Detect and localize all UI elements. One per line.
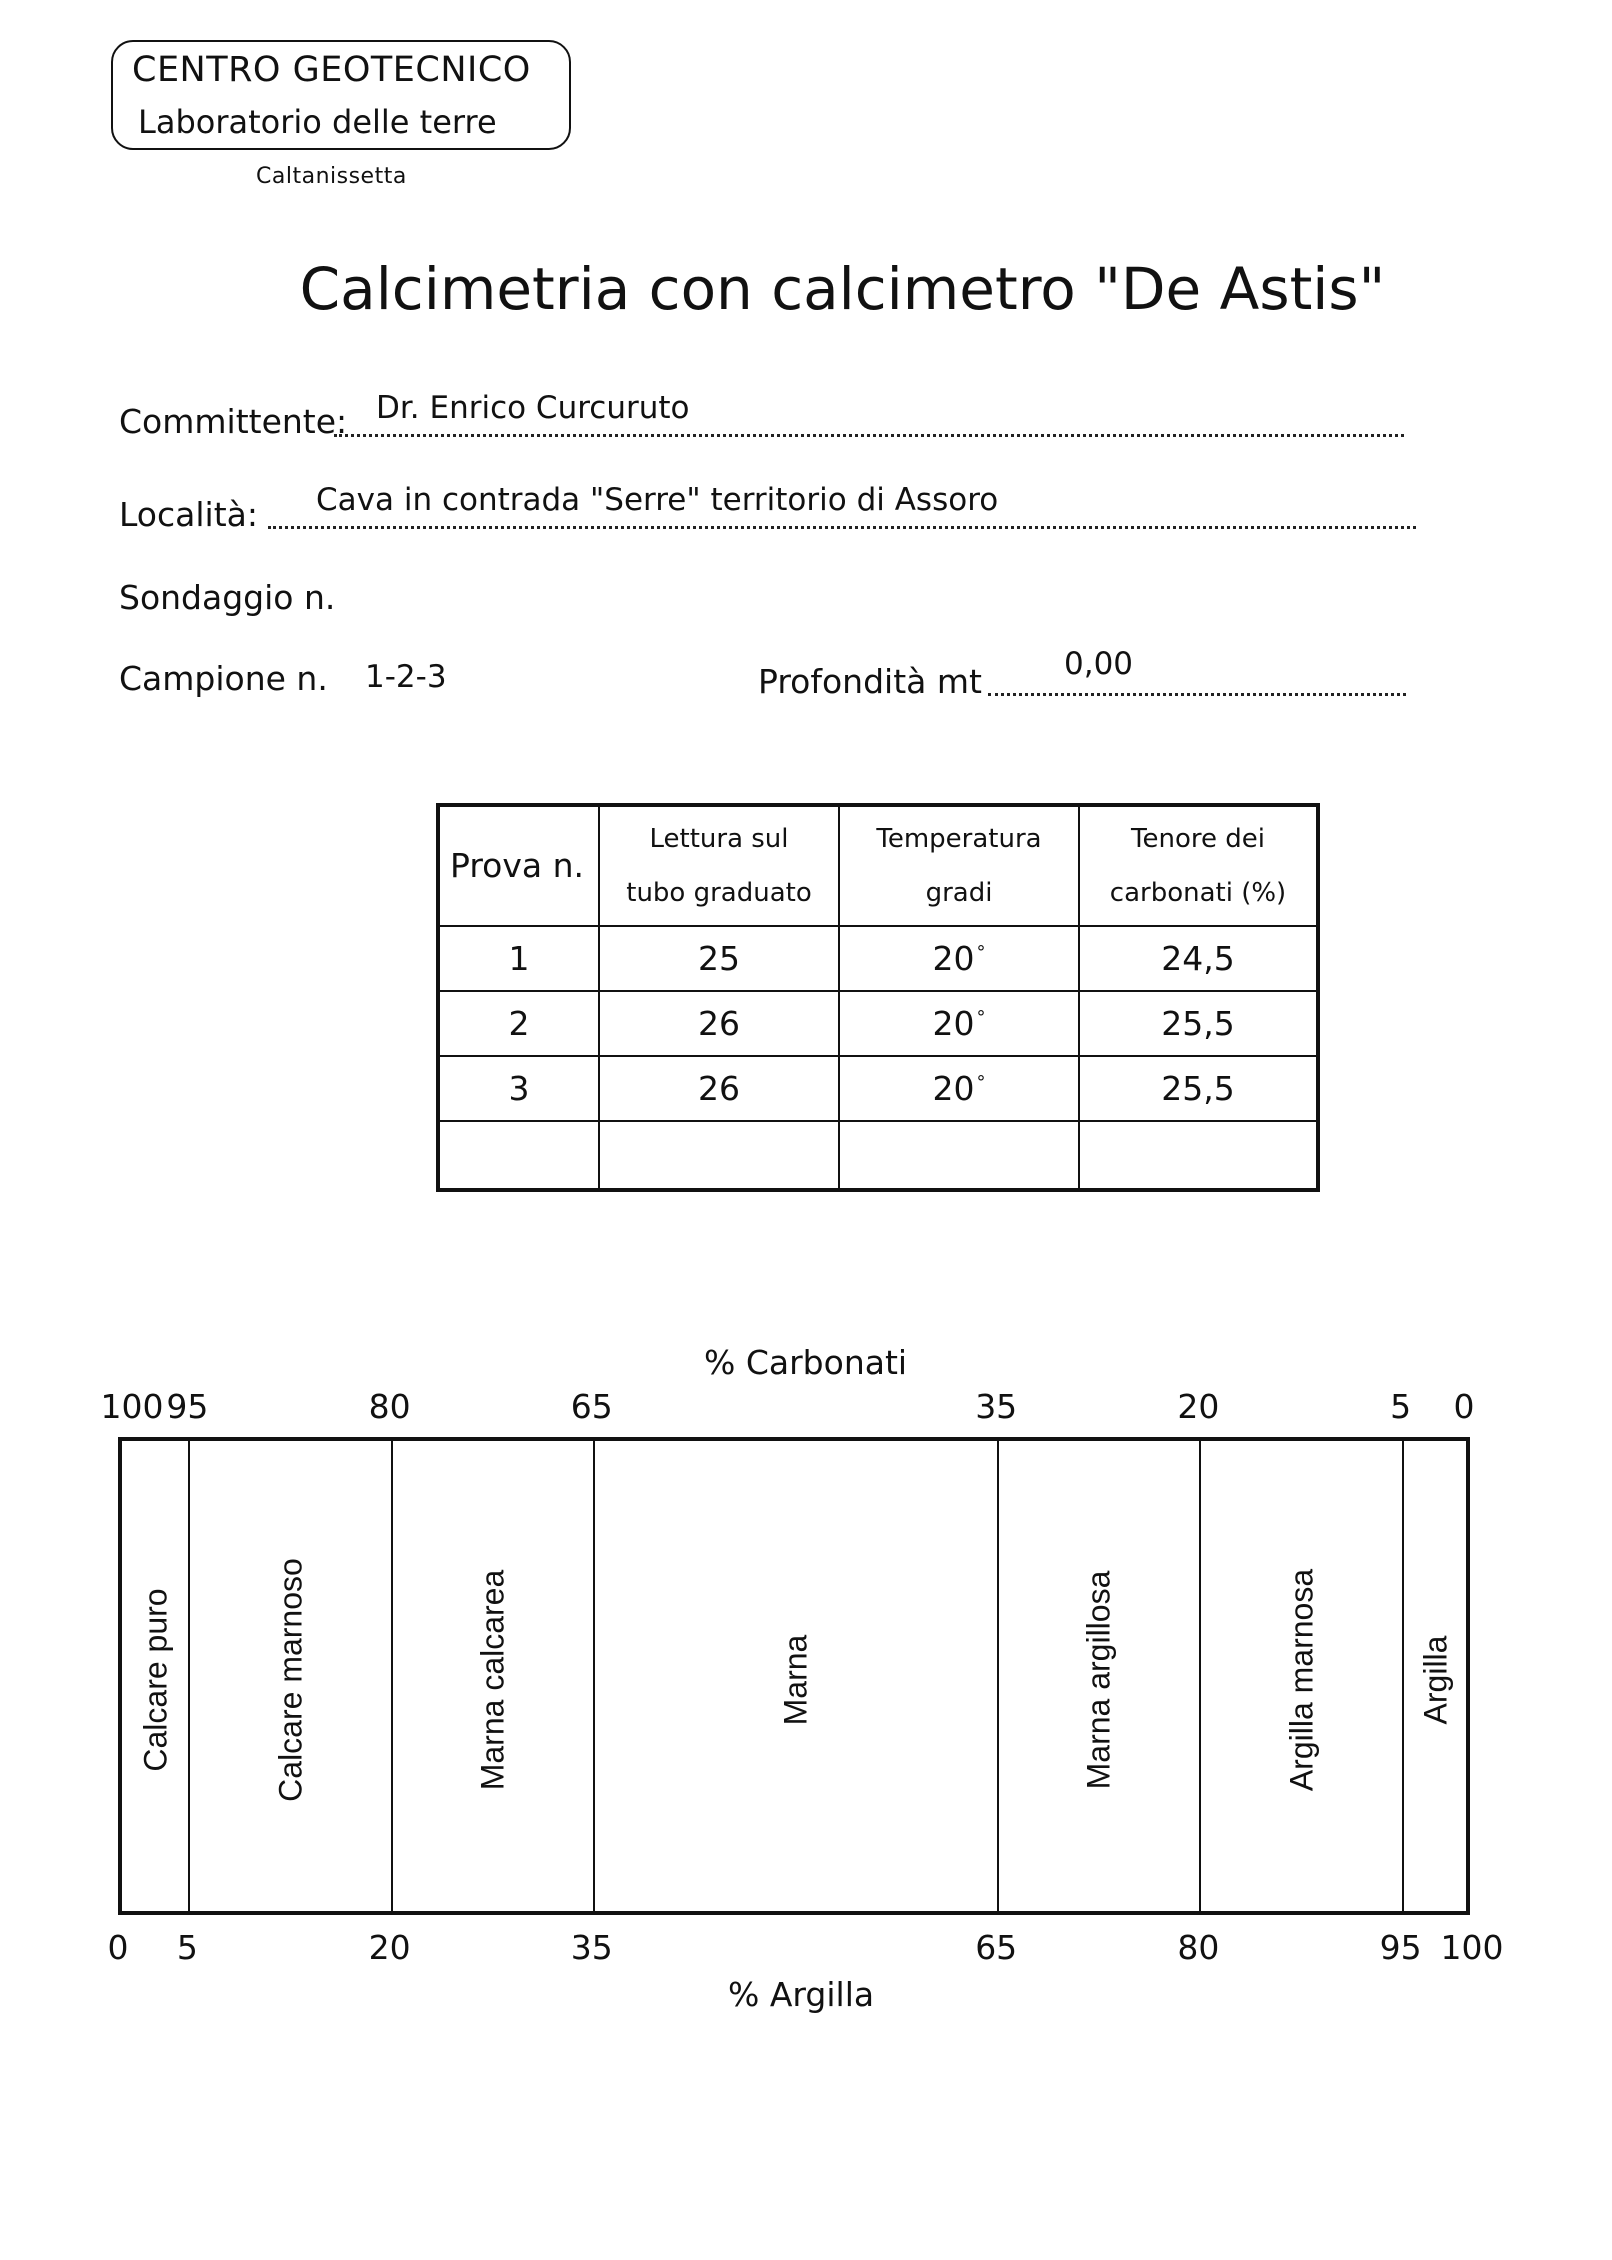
zone-boundary-line bbox=[188, 1441, 190, 1911]
argilla-tick-label: 95 bbox=[1379, 1928, 1422, 1967]
header-lettura-line1: Lettura sul bbox=[649, 824, 789, 854]
profondita-dots bbox=[988, 693, 1406, 696]
degree-symbol: ° bbox=[976, 1072, 986, 1093]
campione-value: 1-2-3 bbox=[365, 659, 447, 695]
page-title: Calcimetria con calcimetro "De Astis" bbox=[299, 255, 1386, 323]
table-row bbox=[438, 926, 1318, 991]
cell-prova: 1 bbox=[438, 926, 599, 991]
degree-symbol: ° bbox=[976, 1007, 986, 1028]
temperatura-value: 20 bbox=[932, 939, 975, 978]
table-row bbox=[438, 991, 1318, 1056]
profondita-value: 0,00 bbox=[1064, 646, 1134, 682]
committente-dots bbox=[334, 434, 1404, 437]
table-row bbox=[438, 1056, 1318, 1121]
cell-lettura: 25 bbox=[599, 926, 839, 991]
cell-temperatura bbox=[839, 926, 1079, 991]
cell-empty bbox=[1079, 1121, 1318, 1190]
carbonati-tick-label: 20 bbox=[1177, 1387, 1220, 1426]
table-row-empty bbox=[438, 1121, 1318, 1190]
carbonati-tick-label: 100 bbox=[100, 1387, 164, 1426]
carbonati-axis-title: % Carbonati bbox=[704, 1343, 908, 1382]
argilla-tick-label: 80 bbox=[1177, 1928, 1220, 1967]
argilla-tick-label: 100 bbox=[1440, 1928, 1504, 1967]
sondaggio-label: Sondaggio n. bbox=[119, 578, 336, 617]
lab-city: Caltanissetta bbox=[256, 164, 407, 189]
carbonati-tick-label: 35 bbox=[975, 1387, 1018, 1426]
cell-tenore: 25,5 bbox=[1079, 991, 1318, 1056]
cell-empty bbox=[839, 1121, 1079, 1190]
carbonati-tick-label: 65 bbox=[570, 1387, 613, 1426]
cell-tenore: 24,5 bbox=[1079, 926, 1318, 991]
header-tenore bbox=[1079, 805, 1318, 926]
temperatura-value: 20 bbox=[932, 1069, 975, 1108]
degree-symbol: ° bbox=[976, 942, 986, 963]
lab-subtitle: Laboratorio delle terre bbox=[138, 103, 497, 141]
header-tenore-line1: Tenore dei bbox=[1131, 824, 1265, 854]
carbonati-tick-label: 80 bbox=[368, 1387, 411, 1426]
cell-empty bbox=[599, 1121, 839, 1190]
zone-label: Marna calcarea bbox=[474, 1569, 511, 1791]
carbonati-tick-label: 95 bbox=[166, 1387, 209, 1426]
zone-label: Calcare puro bbox=[137, 1588, 174, 1772]
classification-diagram bbox=[118, 1437, 1470, 1915]
cell-temperatura bbox=[839, 991, 1079, 1056]
zone-boundary-line bbox=[593, 1441, 595, 1911]
temperatura-value: 20 bbox=[932, 1004, 975, 1043]
localita-dots bbox=[268, 526, 1416, 529]
argilla-tick-label: 20 bbox=[368, 1928, 411, 1967]
header-temperatura-line1: Temperatura bbox=[876, 824, 1042, 854]
argilla-tick-label: 5 bbox=[176, 1928, 198, 1967]
argilla-axis-title: % Argilla bbox=[728, 1975, 875, 2014]
header-temperatura bbox=[839, 805, 1079, 926]
header-prova: Prova n. bbox=[438, 805, 599, 926]
cell-lettura: 26 bbox=[599, 1056, 839, 1121]
zone-label: Argilla marnosa bbox=[1283, 1568, 1319, 1792]
argilla-tick-label: 0 bbox=[107, 1928, 129, 1967]
localita-value: Cava in contrada "Serre" territorio di Assoro bbox=[316, 482, 999, 518]
cell-tenore: 25,5 bbox=[1079, 1056, 1318, 1121]
cell-lettura: 26 bbox=[599, 991, 839, 1056]
zone-boundary-line bbox=[1199, 1441, 1201, 1911]
argilla-tick-label: 65 bbox=[975, 1928, 1018, 1967]
localita-label: Località: bbox=[119, 495, 258, 534]
committente-label: Committente: bbox=[119, 402, 348, 441]
results-table bbox=[436, 803, 1320, 1192]
table-header-row bbox=[438, 805, 1318, 926]
carbonati-tick-label: 5 bbox=[1390, 1387, 1412, 1426]
header-lettura bbox=[599, 805, 839, 926]
zone-boundary-line bbox=[1402, 1441, 1404, 1911]
lab-name: CENTRO GEOTECNICO bbox=[132, 50, 531, 90]
cell-temperatura bbox=[839, 1056, 1079, 1121]
header-tenore-line2: carbonati (%) bbox=[1109, 878, 1287, 908]
header-temperatura-line2: gradi bbox=[925, 878, 993, 908]
cell-prova: 3 bbox=[438, 1056, 599, 1121]
carbonati-tick-label: 0 bbox=[1453, 1387, 1475, 1426]
zone-label: Marna argillosa bbox=[1080, 1570, 1117, 1790]
zone-boundary-line bbox=[391, 1441, 393, 1911]
zone-label: Argilla bbox=[1417, 1635, 1454, 1725]
cell-empty bbox=[438, 1121, 599, 1190]
argilla-tick-label: 35 bbox=[570, 1928, 613, 1967]
zone-label: Marna bbox=[777, 1634, 814, 1726]
zone-label: Calcare marnoso bbox=[272, 1558, 308, 1802]
campione-label: Campione n. bbox=[119, 659, 328, 698]
committente-value: Dr. Enrico Curcuruto bbox=[376, 390, 690, 426]
cell-prova: 2 bbox=[438, 991, 599, 1056]
header-lettura-line2: tubo graduato bbox=[626, 878, 812, 908]
profondita-label: Profondità mt bbox=[758, 662, 982, 701]
zone-boundary-line bbox=[997, 1441, 999, 1911]
